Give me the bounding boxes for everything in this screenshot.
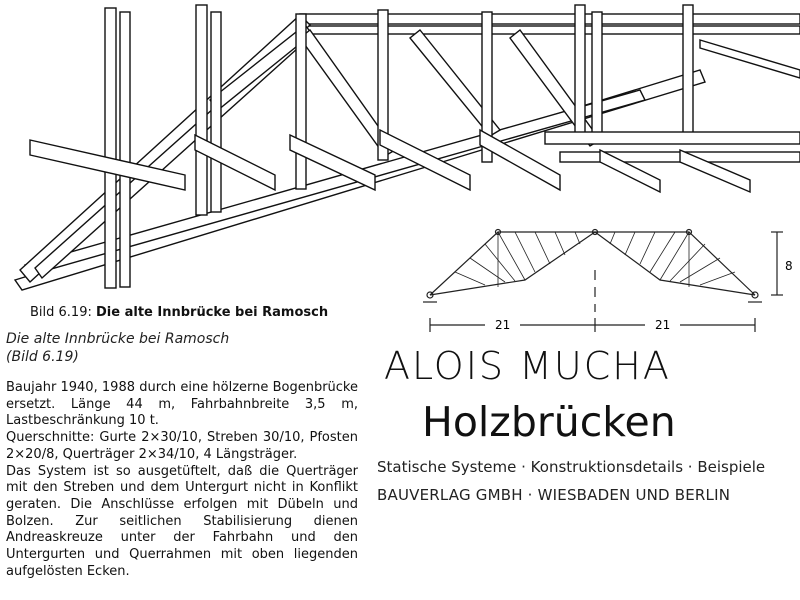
book-publisher: BAUVERLAG GMBH · WIESBADEN UND BERLIN: [377, 486, 731, 504]
height-label: 8: [785, 259, 793, 273]
caption-title: Die alte Innbrücke bei Ramosch: [96, 305, 329, 320]
span-right-label: 21: [655, 318, 671, 332]
book-tagline: Statische Systeme · Konstruktionsdetails · Beispiele: [377, 458, 766, 476]
section-title: Die alte Innbrücke bei Ramosch: [6, 331, 230, 347]
description-paragraph: Querschnitte: Gurte 2×30/10, Streben 30/10, Pfosten 2×20/8, Querträger 2×34/10, 4 Längsträger.: [6, 430, 358, 462]
book-title: Holzbrücken: [422, 398, 676, 446]
section-figure-ref: (Bild 6.19): [6, 349, 79, 365]
description-paragraph: Baujahr 1940, 1988 durch eine hölzerne Bogenbrücke ersetzt. Länge 44 m, Fahrbahnbreite 3,5 m, Lastbeschränkung 10 t.: [6, 380, 358, 429]
description-paragraph: Das System ist so ausgetüftelt, daß die Querträger mit den Streben und dem Untergurt nicht in Konflikt geraten. Die Anschlüsse erfolgen mit Dübeln und Bolzen. Zur seitlichen Stabilisierung dienen Andreaskreuze unter der Fahrbahn und den Untergurten und Querrahmen mit oben liegenden aufgelösten Ecken.: [6, 463, 358, 579]
section-heading: [6, 330, 229, 366]
figure-caption: [30, 305, 328, 320]
truss-diagram: [415, 222, 800, 337]
caption-number: Bild 6.19:: [30, 305, 92, 320]
span-left-label: 21: [495, 318, 511, 332]
description-text: [6, 380, 358, 580]
book-author: ALOIS MUCHA: [384, 344, 671, 388]
